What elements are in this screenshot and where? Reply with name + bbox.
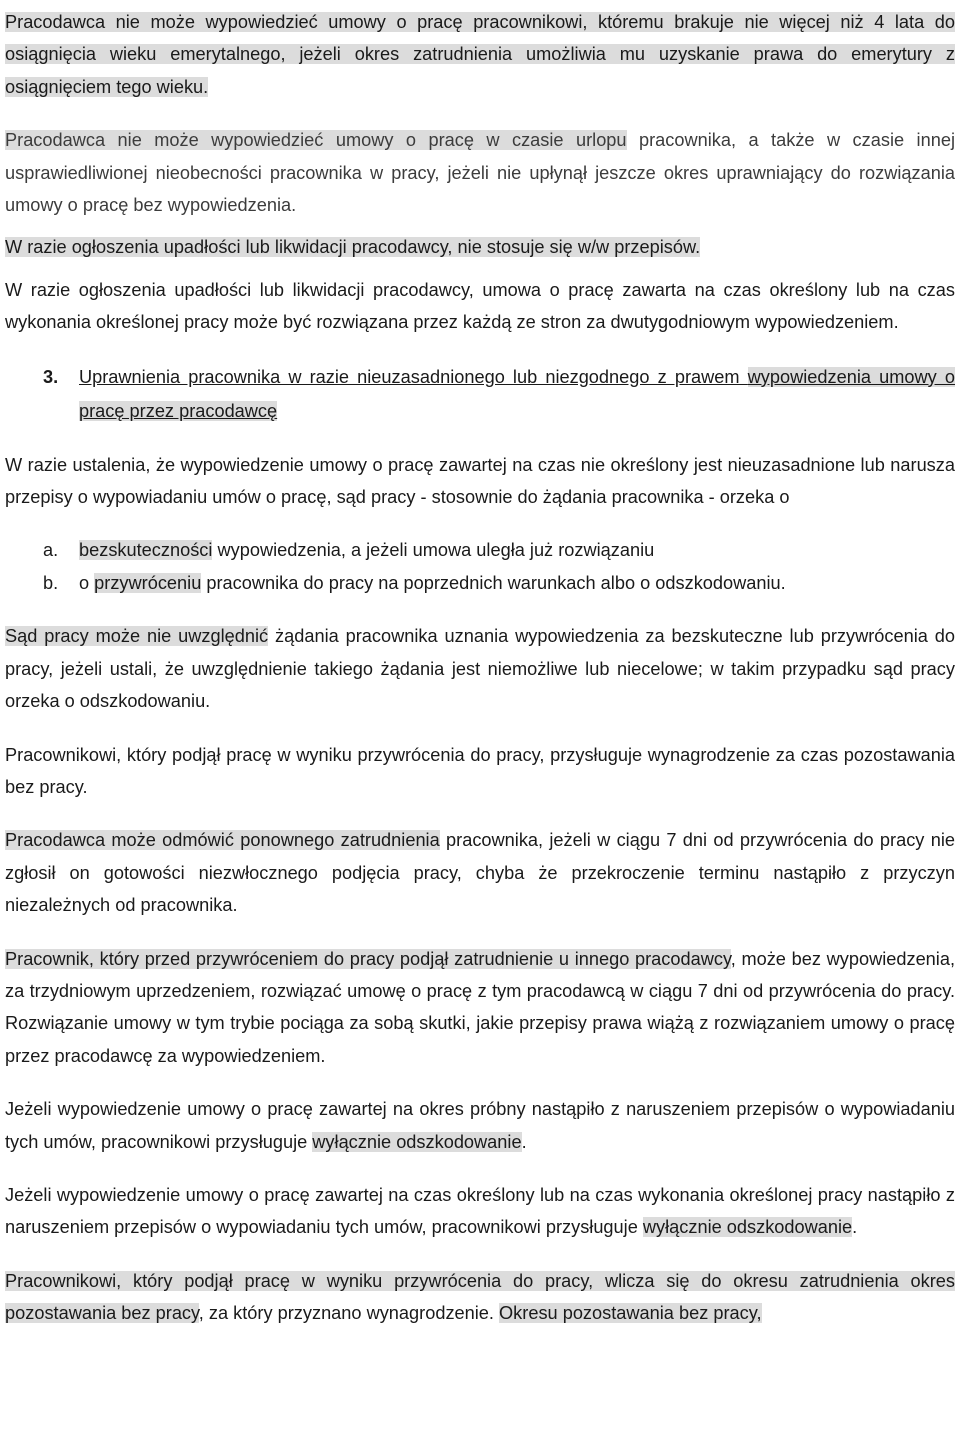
highlight: Pracodawca może odmówić ponownego zatrudnienia	[5, 830, 440, 851]
document-page	[5, 6, 955, 1330]
highlight: wypowiedzenia umowy o pracę przez pracodawcę	[79, 366, 955, 421]
highlight: W razie ogłoszenia upadłości lub likwidacji pracodawcy, nie stosuje się w/w przepisów.	[5, 237, 701, 258]
paragraph-salary-entitlement: Pracownikowi, który podjął pracę w wyniku przywrócenia do pracy, przysługuje wynagrodzenie za czas pozostawania bez pracy.	[5, 744, 955, 797]
paragraph-other-employer: Pracownik, który przed przywróceniem do pracy podjął zatrudnienie u innego pracodawcy, może bez wypowiedzenia, za trzydniowym uprzedzeniem, rozwiązać umowę o pracę z tym pracodawcą w ciągu 7 dni od przywrócenia do pracy. Rozwiązanie umowy w tym trybie pociąga za sobą skutki, jakie przepisy prawa wiążą z rozwiązaniem umowy o pracę przez pracodawcę za wypowiedzeniem.	[5, 948, 956, 1066]
paragraph-leave-protection: Pracodawca nie może wypowiedzieć umowy o pracę w czasie urlopu pracownika, a także w czasie innej usprawiedliwionej nieobecności pracownika w pracy, jeżeli nie upłynął jeszcze okres uprawniający do rozwiązania umowy o pracę bez wypowiedzenia.	[5, 130, 955, 216]
list-item: a. bezskuteczności wypowiedzenia, a jeżeli umowa uległa już rozwiązaniu	[5, 534, 955, 566]
highlight: Sąd pracy może nie uwzględnić	[5, 626, 269, 647]
section-title: Uprawnienia pracownika w razie nieuzasadnionego lub niezgodnego z prawem wypowiedzenia umowy o pracę przez pracodawcę	[79, 366, 955, 421]
paragraph-fixed-term-contract: Jeżeli wypowiedzenie umowy o pracę zawartej na czas określony lub na czas wykonania określonej pracy nastąpiło z naruszeniem przepisów o wypowiadaniu tych umów, pracownikowi przysługuje wyłącznie odszkodowanie.	[5, 1184, 955, 1238]
list-marker: b.	[43, 572, 59, 593]
paragraph-age-protection	[5, 6, 955, 103]
list-marker: a.	[43, 540, 59, 561]
paragraph-employment-period: Pracownikowi, który podjął pracę w wyniku przywrócenia do pracy, wlicza się do okresu zatrudnienia okres pozostawania bez pracy, za który przyznano wynagrodzenie. Okresu pozostawania bez pracy,	[5, 1270, 955, 1324]
list-item: b. o przywróceniu pracownika do pracy na poprzednich warunkach albo o odszkodowaniu.	[5, 567, 955, 599]
paragraph-court-discretion: Sąd pracy może nie uwzględnić żądania pracownika uznania wypowiedzenia za bezskuteczne lub przywrócenia do pracy, jeżeli ustali, że uwzględnienie takiego żądania jest niemożliwe lub niecelowe; w takim przypadku sąd pracy orzeka o odszkodowaniu.	[5, 626, 955, 712]
highlight: przywróceniu	[94, 572, 202, 593]
highlight: Okresu pozostawania bez pracy,	[499, 1303, 762, 1324]
remedies-list	[5, 534, 955, 599]
paragraph-court-ruling: W razie ustalenia, że wypowiedzenie umowy o pracę zawartej na czas nie określony jest nieuzasadnione lub narusza przepisy o wypowiadaniu umów o pracę, sąd pracy - stosownie do żądania pracownika - orzeka o	[5, 454, 955, 508]
section-number: 3.	[43, 366, 59, 387]
highlight: Pracownikowi, który podjął pracę w wyniku przywrócenia do pracy, wlicza się do okresu zatrudnienia okres pozostawania bez pracy	[5, 1270, 955, 1324]
highlight: wyłącznie odszkodowanie	[642, 1217, 853, 1238]
highlight: Pracodawca nie może wypowiedzieć umowy o pracę pracownikowi, któremu brakuje nie więcej niż 4 lata do osiągnięcia wieku emerytalnego, jeżeli okres zatrudnienia umożliwia mu uzyskanie prawa do emerytury z osiągnięciem tego wieku.	[5, 12, 955, 97]
section-heading	[5, 360, 955, 428]
paragraph-refuse-reemployment: Pracodawca może odmówić ponownego zatrudnienia pracownika, jeżeli w ciągu 7 dni od przywrócenia do pracy nie zgłosił on gotowości niezwłocznego podjęcia pracy, chyba że przekroczenie terminu nastąpiło z przyczyn niezależnych od pracownika.	[5, 830, 955, 916]
highlight: Pracownik, który przed przywróceniem do pracy podjął zatrudnienie u innego pracodawcy	[5, 948, 731, 969]
highlight: bezskuteczności	[79, 540, 213, 561]
highlight: Pracodawca nie może wypowiedzieć umowy o pracę w czasie urlopu	[5, 130, 627, 151]
highlight: wyłącznie odszkodowanie	[312, 1131, 522, 1152]
paragraph-probation-contract: Jeżeli wypowiedzenie umowy o pracę zawartej na okres próbny nastąpiło z naruszeniem przepisów o wypowiadaniu tych umów, pracownikowi przysługuje wyłącznie odszkodowanie.	[5, 1099, 955, 1152]
paragraph-bankruptcy-exception	[5, 231, 955, 263]
paragraph-fixed-term-bankruptcy: W razie ogłoszenia upadłości lub likwidacji pracodawcy, umowa o pracę zawarta na czas określony lub na czas wykonania określonej pracy może być rozwiązana przez każdą ze stron za dwutygodniowym wypowiedzeniem.	[5, 279, 955, 333]
